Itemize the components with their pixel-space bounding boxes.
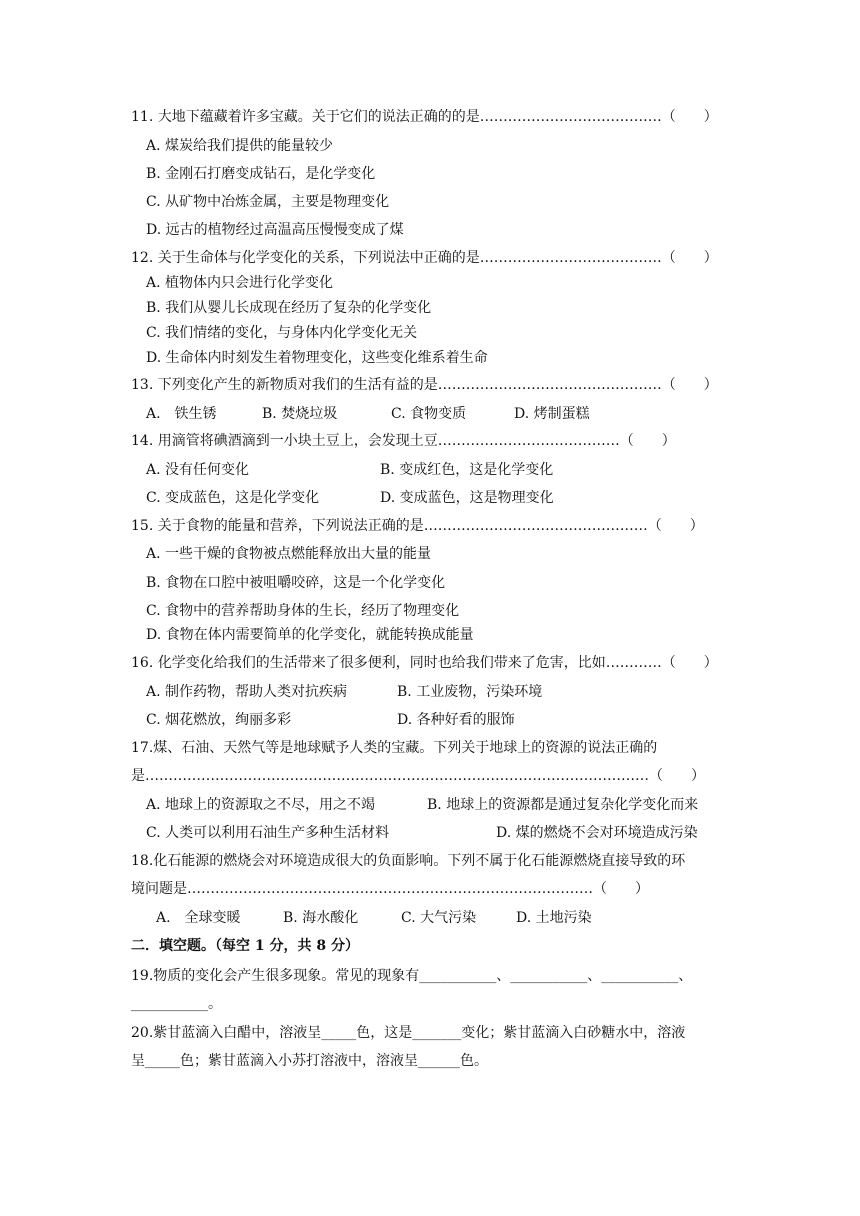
question-12-option-d[interactable]: D. 生命体内时刻发生着物理变化，这些变化维系着生命	[146, 350, 488, 366]
question-17-option-b[interactable]: B. 地球上的资源都是通过复杂化学变化而来	[427, 797, 699, 813]
question-15-option-b[interactable]: B. 食物在口腔中被咀嚼咬碎，这是一个化学变化	[146, 575, 446, 591]
question-14-option-b[interactable]: B. 变成红色，这是化学变化	[380, 462, 554, 478]
question-16-option-d[interactable]: D. 各种好看的服饰	[397, 712, 515, 728]
question-16-option-a[interactable]: A. 制作药物，帮助人类对抗疾病	[146, 684, 348, 700]
question-12-option-c[interactable]: C. 我们情绪的变化，与身体内化学变化无关	[146, 325, 418, 341]
question-12-option-a[interactable]: A. 植物体内只会进行化学变化	[146, 275, 334, 291]
question-20-line2[interactable]: 呈_____色；紫甘蓝滴入小苏打溶液中，溶液呈______色。	[131, 1053, 488, 1069]
question-12-stem: 12. 关于生命体与化学变化的关系，下列说法中正确的是…………………………………（ ）	[131, 250, 718, 266]
question-15-option-d[interactable]: D. 食物在体内需要简单的化学变化，就能转换成能量	[146, 627, 474, 643]
question-13-option-d[interactable]: D. 烤制蛋糕	[514, 406, 590, 422]
question-18-stem-line1: 18.化石能源的燃烧会对环境造成很大的负面影响。下列不属于化石能源燃烧直接导致的环	[131, 853, 686, 869]
question-15-stem: 15. 关于食物的能量和营养，下列说法正确的是…………………………………………（ ）	[131, 518, 704, 534]
question-19-line1[interactable]: 19.物质的变化会产生很多现象。常见的现象有___________、___________、___________、	[131, 968, 693, 984]
question-17-stem-line2: 是………………………………………………………………………………………………（ ）	[131, 768, 705, 784]
question-11-option-a[interactable]: A. 煤炭给我们提供的能量较少	[146, 138, 334, 154]
question-16-stem: 16. 化学变化给我们的生活带来了很多便利，同时也给我们带来了危害，比如…………（ ）	[131, 655, 718, 671]
question-15-option-c[interactable]: C. 食物中的营养帮助身体的生长，经历了物理变化	[146, 603, 460, 619]
question-13-stem: 13. 下列变化产生的新物质对我们的生活有益的是…………………………………………（ ）	[131, 377, 718, 393]
question-17-option-a[interactable]: A. 地球上的资源取之不尽，用之不竭	[146, 797, 376, 813]
question-14-option-c[interactable]: C. 变成蓝色，这是化学变化	[146, 490, 320, 506]
question-17-option-d[interactable]: D. 煤的燃烧不会对环境造成污染	[496, 825, 698, 841]
question-14-stem: 14. 用滴管将碘酒滴到一小块土豆上，会发现土豆…………………………………（ ）	[131, 433, 676, 449]
question-13-option-c[interactable]: C. 食物变质	[391, 406, 467, 422]
question-17-stem-line1: 17.煤、石油、天然气等是地球赋予人类的宝藏。下列关于地球上的资源的说法正确的	[131, 740, 658, 756]
question-18-stem-line2: 境问题是……………………………………………………………………………（ ）	[131, 881, 649, 897]
question-12-option-b[interactable]: B. 我们从婴儿长成现在经历了复杂的化学变化	[146, 300, 432, 316]
question-17-option-c[interactable]: C. 人类可以利用石油生产多种生活材料	[146, 825, 390, 841]
question-13-option-a[interactable]: A. 铁生锈	[146, 406, 217, 422]
question-16-option-b[interactable]: B. 工业废物，污染环境	[397, 684, 543, 700]
question-11-stem: 11. 大地下蕴藏着许多宝藏。关于它们的说法正确的的是…………………………………（ ）	[131, 109, 718, 125]
section-2-heading: 二．填空题。（每空 1 分，共 8 分）	[131, 938, 359, 954]
question-18-option-c[interactable]: C. 大气污染	[401, 910, 477, 926]
question-18-option-a[interactable]: A. 全球变暖	[156, 910, 241, 926]
question-18-option-d[interactable]: D. 土地污染	[516, 910, 592, 926]
question-15-option-a[interactable]: A. 一些干燥的食物被点燃能释放出大量的能量	[146, 546, 432, 562]
question-11-option-d[interactable]: D. 远古的植物经过高温高压慢慢变成了煤	[146, 222, 404, 238]
question-19-line2[interactable]: ___________。	[131, 996, 222, 1012]
question-13-option-b[interactable]: B. 焚烧垃圾	[262, 406, 338, 422]
question-20-line1[interactable]: 20.紫甘蓝滴入白醋中，溶液呈_____色，这是_______变化；紫甘蓝滴入白砂糖水中，溶液	[131, 1025, 686, 1041]
question-14-option-d[interactable]: D. 变成蓝色，这是物理变化	[380, 490, 554, 506]
question-14-option-a[interactable]: A. 没有任何变化	[146, 462, 250, 478]
question-18-option-b[interactable]: B. 海水酸化	[283, 910, 359, 926]
question-16-option-c[interactable]: C. 烟花燃放，绚丽多彩	[146, 712, 292, 728]
question-11-option-c[interactable]: C. 从矿物中冶炼金属，主要是物理变化	[146, 194, 390, 210]
question-11-option-b[interactable]: B. 金刚石打磨变成钻石，是化学变化	[146, 166, 376, 182]
